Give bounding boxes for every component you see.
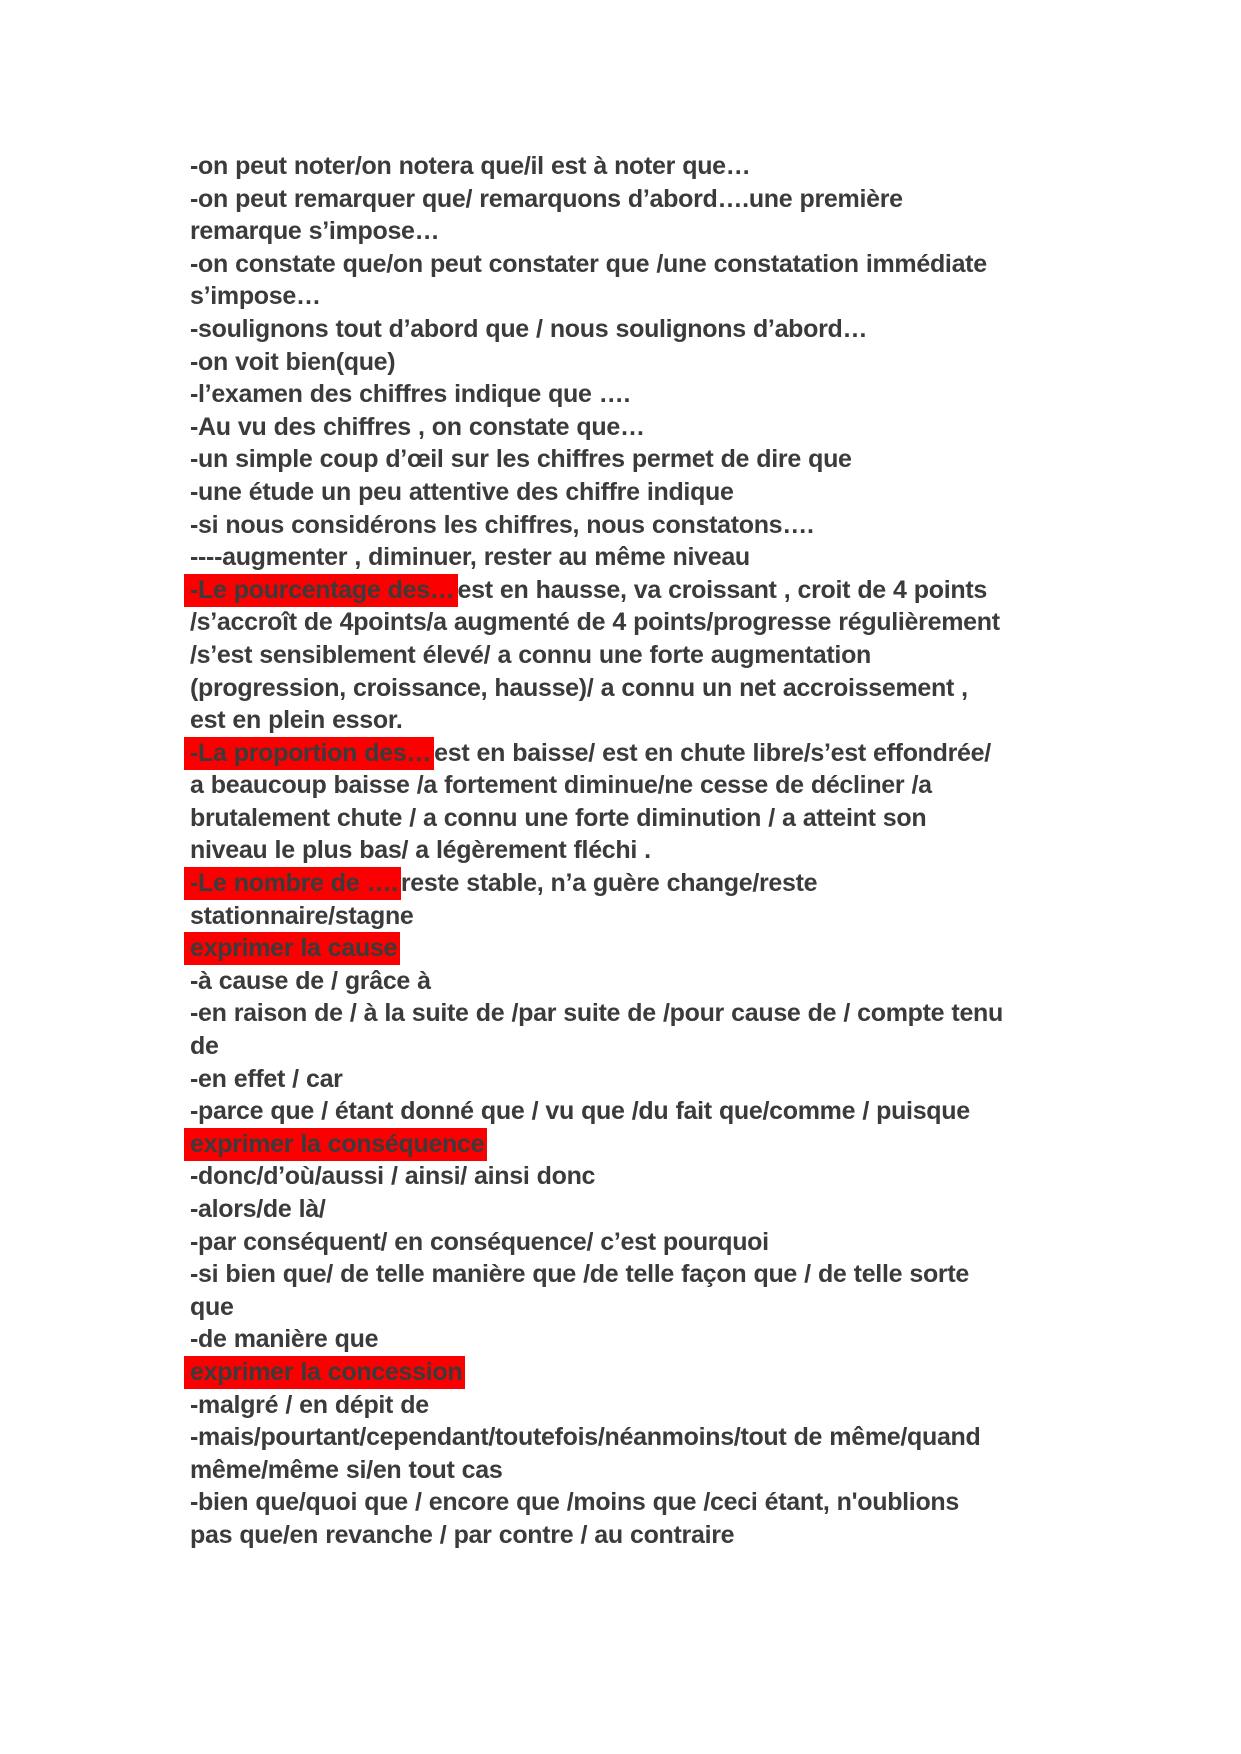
paragraph: -mais/pourtant/cependant/toutefois/néanmoins/tout de même/quand même/même si/en tout cas: [190, 1423, 981, 1484]
paragraph: -on voit bien(que): [190, 347, 396, 376]
highlighted-phrase: exprimer la cause: [184, 932, 400, 965]
paragraph: -en effet / car: [190, 1064, 343, 1093]
paragraph: -à cause de / grâce à: [190, 966, 431, 995]
paragraph: -on peut noter/on notera que/il est à noter que…: [190, 152, 751, 180]
paragraph: -malgré / en dépit de: [190, 1390, 429, 1419]
highlighted-phrase: exprimer la concession: [184, 1356, 465, 1389]
highlighted-phrase: exprimer la conséquence: [184, 1128, 487, 1161]
paragraph: -l’examen des chiffres indique que ….: [190, 380, 631, 409]
paragraph: -soulignons tout d’abord que / nous soulignons d’abord…: [190, 314, 868, 343]
paragraph: -une étude un peu attentive des chiffre indique: [190, 477, 734, 506]
paragraph: -en raison de / à la suite de /par suite de /pour cause de / compte tenu de: [190, 999, 1003, 1061]
section-heading: [190, 1128, 1008, 1161]
paragraph: -alors/de là/: [190, 1195, 326, 1223]
highlighted-phrase: -La proportion des…: [184, 737, 434, 770]
section-heading: [190, 932, 1008, 965]
paragraph: ----augmenter , diminuer, rester au même niveau: [190, 543, 750, 572]
paragraph: -parce que / étant donné que / vu que /du fait que/comme / puisque: [190, 1097, 970, 1126]
paragraph: -Au vu des chiffres , on constate que…: [190, 412, 645, 441]
paragraph: -on peut remarquer que/ remarquons d’abord….une première remarque s’impose…: [190, 184, 903, 246]
document-body: [190, 150, 1008, 1552]
paragraph: -Le pourcentage des… est en hausse, va croissant , croit de 4 points /s’accroît de 4points/a augmenté de 4 points/progresse régulièrement /s’est sensiblement élevé/ a connu une forte augmentation (progression, croissance, hausse)/ a connu un net accroissement , est en plein essor.: [190, 574, 1008, 737]
paragraph: -donc/d’où/aussi / ainsi/ ainsi donc: [190, 1162, 596, 1191]
paragraph: -Le nombre de …. reste stable, n’a guère change/reste stationnaire/stagne: [190, 867, 1008, 932]
paragraph: -par conséquent/ en conséquence/ c’est pourquoi: [190, 1227, 769, 1256]
paragraph: -si nous considérons les chiffres, nous constatons….: [190, 510, 814, 539]
section-heading: [190, 1356, 1008, 1389]
highlighted-phrase: -Le nombre de ….: [184, 867, 401, 900]
highlighted-phrase: -Le pourcentage des…: [184, 574, 458, 607]
paragraph: -bien que/quoi que / encore que /moins que /ceci étant, n'oublions pas que/en revanche / par contre / au contraire: [190, 1488, 960, 1549]
paragraph: -si bien que/ de telle manière que /de telle façon que / de telle sorte que: [190, 1260, 969, 1321]
paragraph: -un simple coup d’œil sur les chiffres permet de dire que: [190, 445, 852, 474]
paragraph: -on constate que/on peut constater que /une constatation immédiate s’impose…: [190, 249, 987, 311]
paragraph: -de manière que: [190, 1325, 379, 1354]
paragraph: -La proportion des… est en baisse/ est en chute libre/s’est effondrée/ a beaucoup baisse /a fortement diminue/ne cesse de décliner /a brutalement chute / a connu une forte diminution / a atteint son niveau le plus bas/ a légèrement fléchi .: [190, 737, 1008, 867]
